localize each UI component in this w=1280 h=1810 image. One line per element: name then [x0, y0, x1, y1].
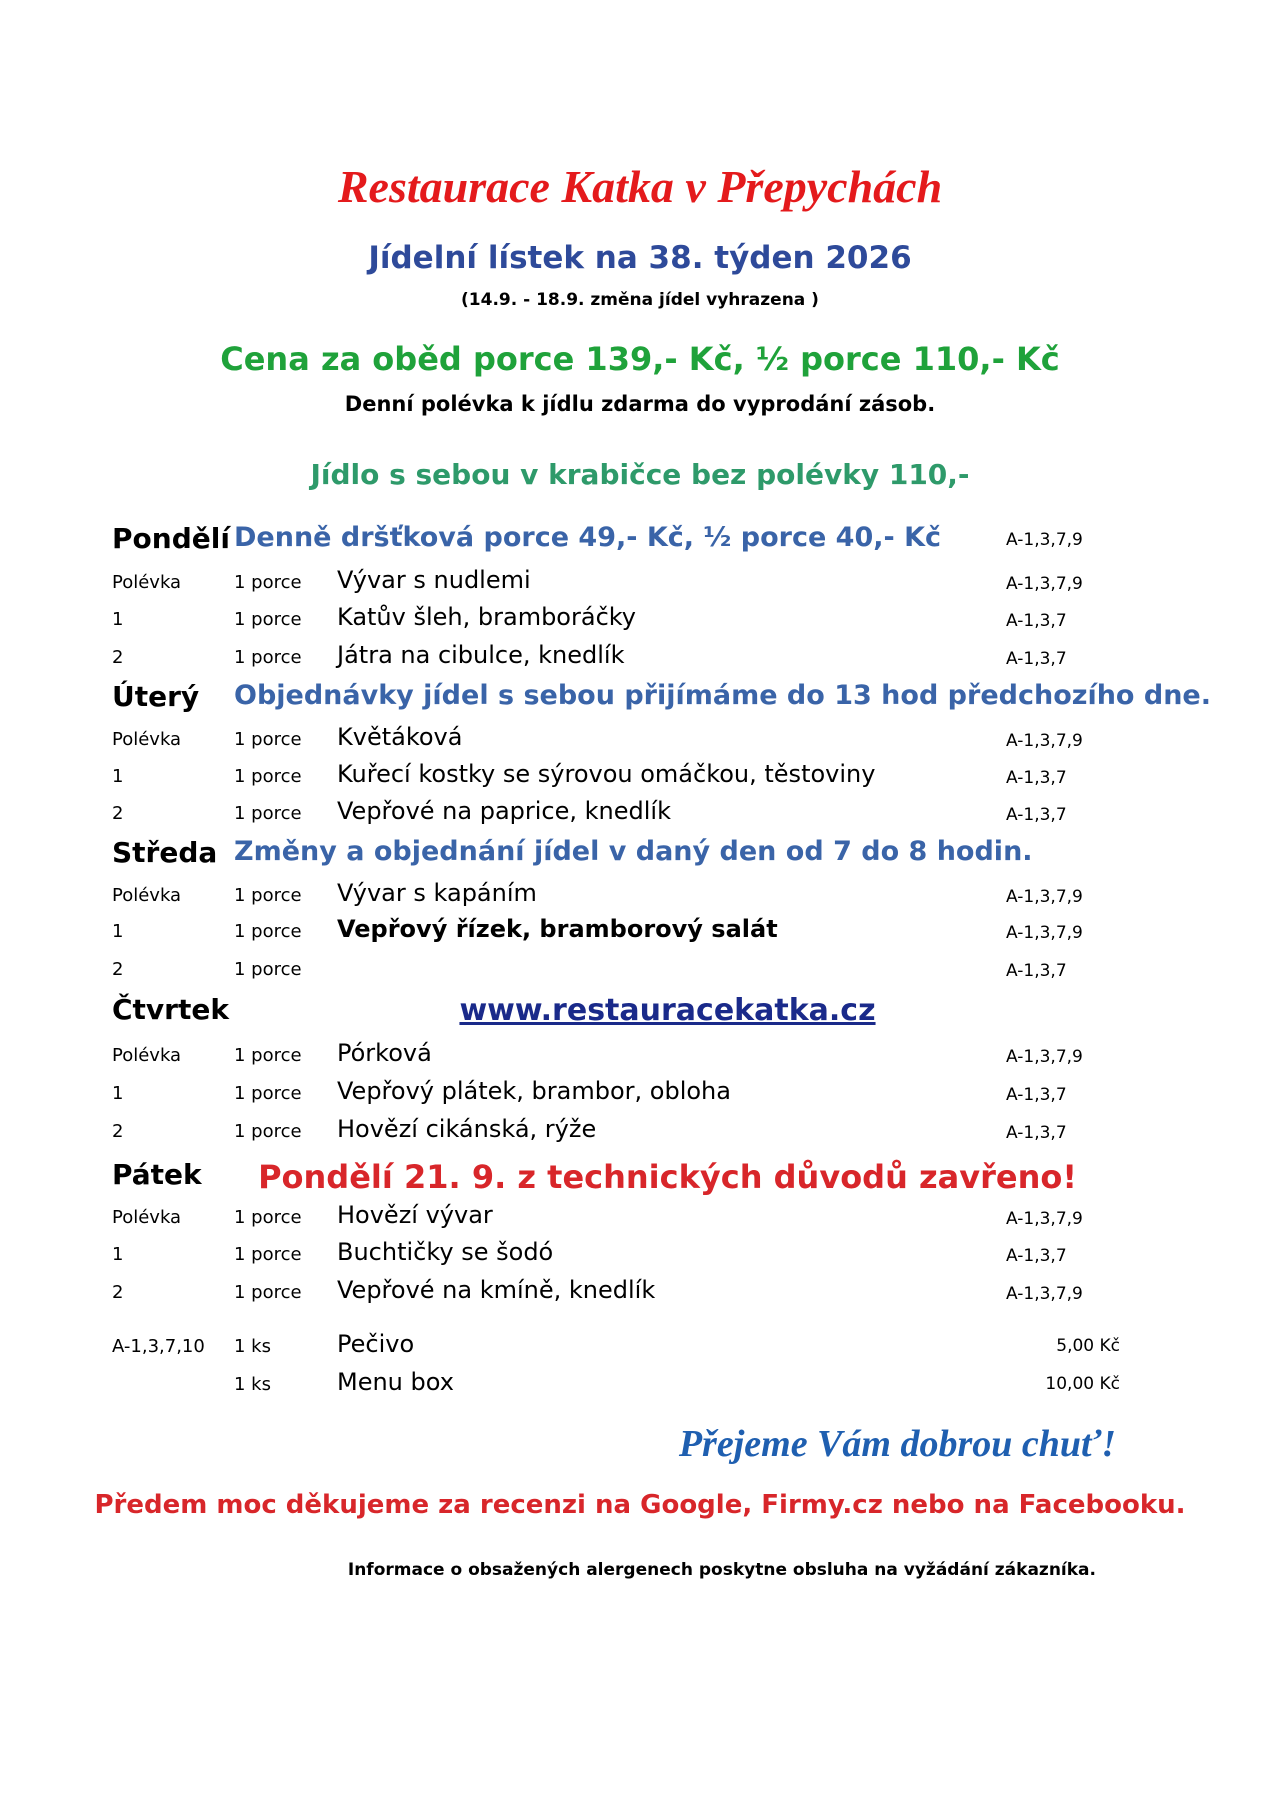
menu-row	[0, 953, 1280, 987]
course-label: Polévka	[112, 572, 182, 593]
allergen-codes: A-1,3,7	[1006, 805, 1067, 825]
closure-notice: Pondělí 21. 9. z technických důvodů zavřeno!	[258, 1158, 1077, 1196]
course-label: 2	[112, 1282, 124, 1303]
portion-qty: 1 porce	[234, 1083, 302, 1104]
allergen-codes: A-1,3,7,9	[1006, 1284, 1083, 1304]
day-header-tuesday	[0, 680, 1280, 714]
lunch-price: Cena za oběd porce 139,- Kč, ½ porce 110,- Kč	[220, 340, 1060, 378]
meal-name: Vepřový řízek, bramborový salát	[337, 915, 778, 943]
day-name: Středa	[112, 836, 218, 869]
meal-name: Kuřecí kostky se sýrovou omáčkou, těstoviny	[337, 760, 876, 788]
portion-qty: 1 porce	[234, 921, 302, 942]
course-label: 2	[112, 647, 124, 668]
day-name: Čtvrtek	[112, 993, 229, 1026]
allergen-codes: A-1,3,7	[1006, 611, 1067, 631]
meal-name: Vepřové na paprice, knedlík	[337, 797, 671, 825]
meal-name: Vepřové na kmíně, knedlík	[337, 1276, 656, 1304]
course-label: 1	[112, 1244, 124, 1265]
day-name: Pátek	[112, 1158, 202, 1191]
menu-row	[0, 603, 1280, 637]
meal-name: Katův šleh, bramboráčky	[337, 603, 637, 631]
allergen-codes: A-1,3,7	[1006, 649, 1067, 669]
course-label: 1	[112, 921, 124, 942]
menu-row	[0, 641, 1280, 675]
review-request: Předem moc děkujeme za recenzi na Google, Firmy.cz nebo na Facebooku.	[94, 1490, 1186, 1520]
menu-row	[0, 723, 1280, 757]
portion-qty: 1 porce	[234, 647, 302, 668]
extra-price: 10,00 Kč	[1045, 1374, 1120, 1394]
extra-item: Pečivo	[337, 1330, 415, 1358]
takeaway-order-banner: Objednávky jídel s sebou přijímáme do 13 hod předchozího dne.	[234, 680, 1211, 711]
extra-row	[0, 1368, 1280, 1402]
menu-row	[0, 760, 1280, 794]
course-label: 2	[112, 803, 124, 824]
bon-appetit-text: Přejeme Vám dobrou chuť!	[678, 1423, 1116, 1465]
menu-row	[0, 1201, 1280, 1235]
week-menu-heading: Jídelní lístek na 38. týden 2026	[368, 240, 912, 276]
course-label: Polévka	[112, 1045, 182, 1066]
course-label: 1	[112, 766, 124, 787]
allergen-codes: A-1,3,7,9	[1006, 1047, 1083, 1067]
portion-qty: 1 porce	[234, 609, 302, 630]
course-label: 2	[112, 959, 124, 980]
tripe-soup-banner: Denně dršťková porce 49,- Kč, ½ porce 40,- Kč	[234, 522, 942, 553]
menu-row	[0, 1276, 1280, 1310]
order-changes-banner: Změny a objednání jídel v daný den od 7 do 8 hodin.	[234, 836, 1033, 867]
meal-name: Vývar s kapáním	[337, 879, 537, 907]
menu-row	[0, 797, 1280, 831]
restaurant-title: Restaurace Katka v Přepychách	[337, 161, 943, 212]
day-header-wednesday	[0, 836, 1280, 870]
meal-name: Játra na cibulce, knedlík	[337, 641, 625, 669]
menu-row	[0, 915, 1280, 949]
day-name: Pondělí	[112, 522, 230, 555]
free-soup-note: Denní polévka k jídlu zdarma do vyprodání zásob.	[344, 392, 936, 416]
meal-name: Vepřový plátek, brambor, obloha	[337, 1077, 731, 1105]
course-label: 1	[112, 1083, 124, 1104]
meal-name: Pórková	[337, 1039, 432, 1067]
portion-qty: 1 porce	[234, 1121, 302, 1142]
menu-row	[0, 1238, 1280, 1272]
course-label: Polévka	[112, 729, 182, 750]
course-label: 1	[112, 609, 124, 630]
portion-qty: 1 porce	[234, 1045, 302, 1066]
extra-qty: 1 ks	[234, 1374, 271, 1395]
extra-allergens: A-1,3,7,10	[112, 1336, 205, 1357]
website-link[interactable]: www.restauracekatka.cz	[459, 993, 876, 1028]
allergen-codes: A-1,3,7,9	[1006, 574, 1083, 594]
course-label: Polévka	[112, 1207, 182, 1228]
menu-row	[0, 1115, 1280, 1149]
allergen-codes: A-1,3,7	[1006, 961, 1067, 981]
menu-row	[0, 879, 1280, 913]
meal-name: Hovězí vývar	[337, 1201, 493, 1229]
day-name: Úterý	[112, 680, 200, 713]
banner-allergens: A-1,3,7,9	[1006, 530, 1083, 550]
meal-name: Hovězí cikánská, rýže	[337, 1115, 597, 1143]
allergen-codes: A-1,3,7	[1006, 1085, 1067, 1105]
allergen-codes: A-1,3,7	[1006, 1123, 1067, 1143]
meal-name: Květáková	[337, 723, 463, 751]
course-label: 2	[112, 1121, 124, 1142]
portion-qty: 1 porce	[234, 729, 302, 750]
menu-row	[0, 1077, 1280, 1111]
allergen-codes: A-1,3,7	[1006, 1246, 1067, 1266]
menu-row	[0, 566, 1280, 600]
extra-row	[0, 1330, 1280, 1364]
day-header-friday	[0, 1158, 1280, 1202]
extra-item: Menu box	[337, 1368, 454, 1396]
allergen-info-note: Informace o obsažených alergenech poskytne obsluha na vyžádání zákazníka.	[347, 1560, 1096, 1580]
date-range-note: (14.9. - 18.9. změna jídel vyhrazena )	[461, 290, 819, 310]
meal-name: Vývar s nudlemi	[337, 566, 531, 594]
day-header-thursday	[0, 993, 1280, 1037]
portion-qty: 1 porce	[234, 1207, 302, 1228]
menu-row	[0, 1039, 1280, 1073]
allergen-codes: A-1,3,7,9	[1006, 923, 1083, 943]
portion-qty: 1 porce	[234, 959, 302, 980]
extra-qty: 1 ks	[234, 1336, 271, 1357]
extra-price: 5,00 Kč	[1056, 1336, 1120, 1356]
allergen-codes: A-1,3,7,9	[1006, 1209, 1083, 1229]
allergen-codes: A-1,3,7,9	[1006, 731, 1083, 751]
portion-qty: 1 porce	[234, 766, 302, 787]
portion-qty: 1 porce	[234, 885, 302, 906]
allergen-codes: A-1,3,7,9	[1006, 887, 1083, 907]
meal-name: Buchtičky se šodó	[337, 1238, 554, 1266]
portion-qty: 1 porce	[234, 572, 302, 593]
portion-qty: 1 porce	[234, 1282, 302, 1303]
day-header-monday	[0, 522, 1280, 556]
portion-qty: 1 porce	[234, 1244, 302, 1265]
allergen-codes: A-1,3,7	[1006, 768, 1067, 788]
takeaway-price: Jídlo s sebou v krabičce bez polévky 110,-	[310, 458, 970, 491]
course-label: Polévka	[112, 885, 182, 906]
portion-qty: 1 porce	[234, 803, 302, 824]
